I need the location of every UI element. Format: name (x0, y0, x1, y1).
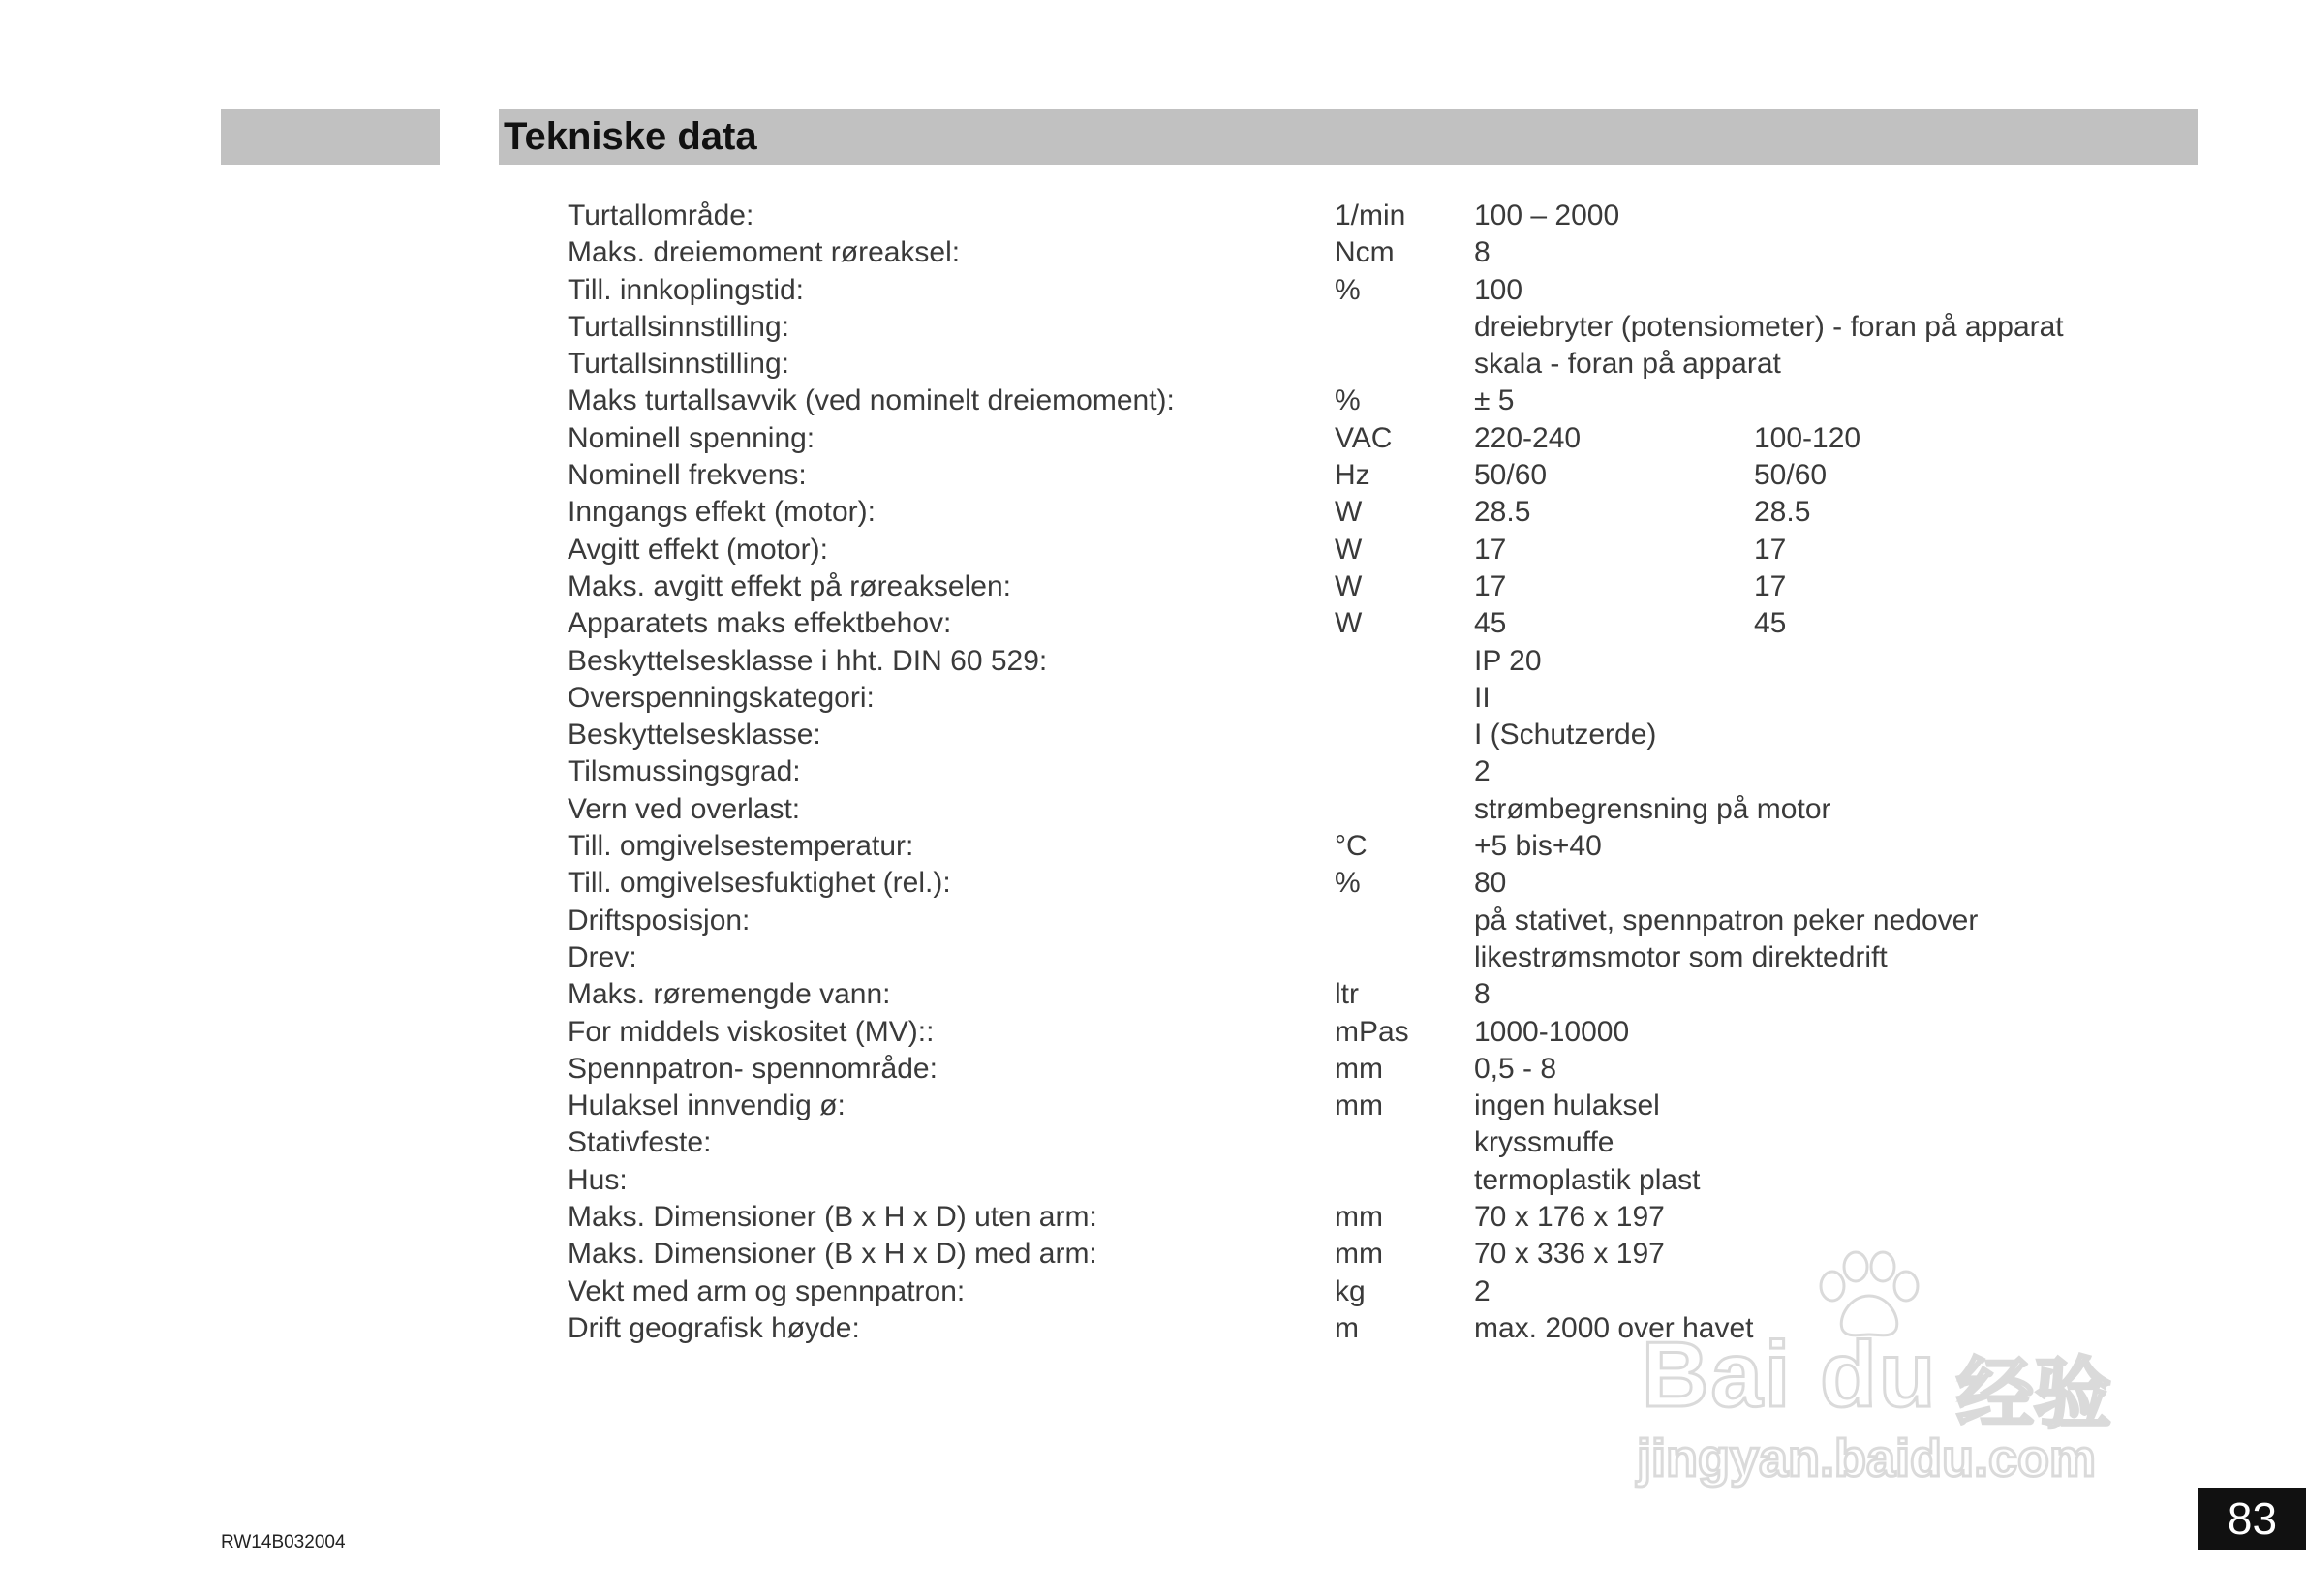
spec-label: Till. innkoplingstid: (568, 273, 804, 306)
spec-value: skala - foran på apparat (1474, 348, 1781, 381)
spec-row (568, 1088, 2156, 1124)
spec-value: I (Schutzerde) (1474, 719, 1657, 752)
spec-row (568, 1014, 2156, 1051)
spec-label: Beskyttelsesklasse: (568, 719, 821, 752)
spec-unit: % (1335, 384, 1361, 417)
spec-row (568, 643, 2156, 680)
spec-row (568, 309, 2156, 346)
spec-unit: W (1335, 496, 1363, 529)
spec-row (568, 532, 2156, 568)
document-code: RW14B032004 (221, 1532, 346, 1552)
spec-row (568, 1124, 2156, 1161)
spec-row (568, 383, 2156, 419)
spec-row (568, 346, 2156, 383)
spec-value: 220-240 (1474, 421, 1582, 454)
spec-label: Avgitt effekt (motor): (568, 533, 828, 566)
spec-value: likestrømsmotor som direktedrift (1474, 940, 1888, 973)
spec-row (568, 457, 2156, 494)
watermark-brand-cn: 经验 (1956, 1351, 2111, 1437)
spec-row (568, 976, 2156, 1013)
spec-label: Turtallsinnstilling: (568, 348, 789, 381)
spec-value: 28.5 (1474, 496, 1531, 529)
page-number: 83 (2198, 1488, 2306, 1550)
spec-value-alt: 50/60 (1754, 459, 1828, 492)
spec-label: Till. omgivelsestemperatur: (568, 830, 914, 863)
spec-unit: % (1335, 867, 1361, 900)
header-left-bar (221, 109, 440, 165)
spec-label: Hus: (568, 1163, 628, 1196)
spec-value: 1000-10000 (1474, 1015, 1630, 1048)
spec-row (568, 568, 2156, 605)
spec-unit: W (1335, 569, 1363, 602)
spec-label: Tilsmussingsgrad: (568, 755, 801, 788)
spec-value: IP 20 (1474, 644, 1542, 677)
spec-value-alt: 17 (1754, 569, 1787, 602)
watermark-url: jingyan.baidu.com (1637, 1429, 2097, 1488)
spec-unit: ltr (1335, 978, 1359, 1011)
spec-row (568, 717, 2156, 753)
spec-row (568, 791, 2156, 828)
spec-unit: W (1335, 607, 1363, 640)
spec-label: Beskyttelsesklasse i hht. DIN 60 529: (568, 644, 1048, 677)
spec-row (568, 605, 2156, 642)
spec-row (568, 272, 2156, 309)
spec-label: Maks. dreiemoment røreaksel: (568, 236, 961, 269)
spec-value-alt: 17 (1754, 533, 1787, 566)
spec-unit: mm (1335, 1090, 1383, 1122)
spec-label: Spennpatron- spennområde: (568, 1052, 938, 1085)
spec-value: 100 – 2000 (1474, 200, 1620, 231)
spec-label: Turtallsinnstilling: (568, 310, 789, 343)
spec-row (568, 939, 2156, 976)
spec-label: Inngangs effekt (motor): (568, 496, 876, 529)
spec-value: ingen hulaksel (1474, 1090, 1660, 1122)
spec-unit: mm (1335, 1052, 1383, 1085)
spec-value: kryssmuffe (1474, 1126, 1614, 1159)
spec-value: 8 (1474, 978, 1491, 1011)
spec-unit: mm (1335, 1201, 1383, 1234)
spec-row (568, 1162, 2156, 1199)
spec-unit: °C (1335, 830, 1368, 863)
spec-value: 0,5 - 8 (1474, 1052, 1557, 1085)
spec-value-alt: 45 (1754, 607, 1787, 640)
spec-value: 100 (1474, 273, 1523, 306)
spec-unit: Ncm (1335, 236, 1395, 269)
spec-label: Till. omgivelsesfuktighet (rel.): (568, 867, 951, 900)
spec-row (568, 828, 2156, 865)
spec-unit: m (1335, 1311, 1359, 1344)
spec-value-alt: 100-120 (1754, 421, 1861, 454)
spec-value: 70 x 176 x 197 (1474, 1201, 1665, 1234)
spec-value: dreiebryter (potensiometer) - foran på apparat (1474, 310, 2064, 343)
spec-value: 2 (1474, 755, 1491, 788)
spec-row (568, 865, 2156, 902)
baidu-watermark (1637, 1249, 2179, 1511)
spec-value: +5 bis+40 (1474, 830, 1602, 863)
spec-row (568, 903, 2156, 939)
spec-label: Maks. avgitt effekt på røreakselen: (568, 569, 1011, 602)
spec-row (568, 198, 2156, 234)
spec-label: Maks turtallsavvik (ved nominelt dreiemoment): (568, 384, 1175, 417)
spec-row (568, 1051, 2156, 1088)
spec-value: ± 5 (1474, 384, 1515, 417)
spec-label: Nominell frekvens: (568, 459, 807, 492)
spec-value: 70 x 336 x 197 (1474, 1238, 1665, 1271)
spec-value: 2 (1474, 1274, 1491, 1307)
spec-unit: % (1335, 273, 1361, 306)
spec-label: Maks. Dimensioner (B x H x D) uten arm: (568, 1201, 1097, 1234)
spec-value: max. 2000 over havet (1474, 1311, 1754, 1344)
spec-row (568, 420, 2156, 457)
spec-label: Stativfeste: (568, 1126, 712, 1159)
spec-label: Turtallområde: (568, 200, 754, 231)
spec-unit: W (1335, 533, 1363, 566)
spec-value: på stativet, spennpatron peker nedover (1474, 904, 1979, 936)
page-title: Tekniske data (504, 115, 757, 158)
spec-row (568, 680, 2156, 717)
spec-label: Driftsposisjon: (568, 904, 751, 936)
spec-unit: mm (1335, 1238, 1383, 1271)
spec-row (568, 494, 2156, 531)
spec-unit: 1/min (1335, 200, 1406, 231)
spec-label: Maks. røremengde vann: (568, 978, 891, 1011)
spec-value: 45 (1474, 607, 1507, 640)
spec-value-alt: 28.5 (1754, 496, 1811, 529)
spec-value: 8 (1474, 236, 1491, 269)
spec-label: Nominell spenning: (568, 421, 815, 454)
spec-label: Vern ved overlast: (568, 792, 801, 825)
spec-unit: Hz (1335, 459, 1370, 492)
spec-unit: VAC (1335, 421, 1393, 454)
spec-unit: kg (1335, 1274, 1366, 1307)
spec-value: 80 (1474, 867, 1507, 900)
spec-unit: mPas (1335, 1015, 1409, 1048)
spec-label: Vekt med arm og spennpatron: (568, 1274, 966, 1307)
spec-value: 50/60 (1474, 459, 1548, 492)
spec-value: 17 (1474, 533, 1507, 566)
spec-row (568, 753, 2156, 790)
spec-value: II (1474, 681, 1491, 714)
spec-table (568, 198, 2156, 1347)
spec-label: Hulaksel innvendig ø: (568, 1090, 846, 1122)
spec-label: Maks. Dimensioner (B x H x D) med arm: (568, 1238, 1097, 1271)
spec-label: For middels viskositet (MV):: (568, 1015, 935, 1048)
watermark-brand: Bai du (1642, 1323, 1938, 1427)
spec-value: 17 (1474, 569, 1507, 602)
header-title-bar (499, 109, 2198, 165)
spec-value: termoplastik plast (1474, 1163, 1701, 1196)
spec-label: Overspenningskategori: (568, 681, 875, 714)
spec-value: strømbegrensning på motor (1474, 792, 1831, 825)
spec-label: Apparatets maks effektbehov: (568, 607, 952, 640)
spec-row (568, 234, 2156, 271)
spec-label: Drev: (568, 940, 637, 973)
spec-label: Drift geografisk høyde: (568, 1311, 860, 1344)
spec-row (568, 1199, 2156, 1236)
